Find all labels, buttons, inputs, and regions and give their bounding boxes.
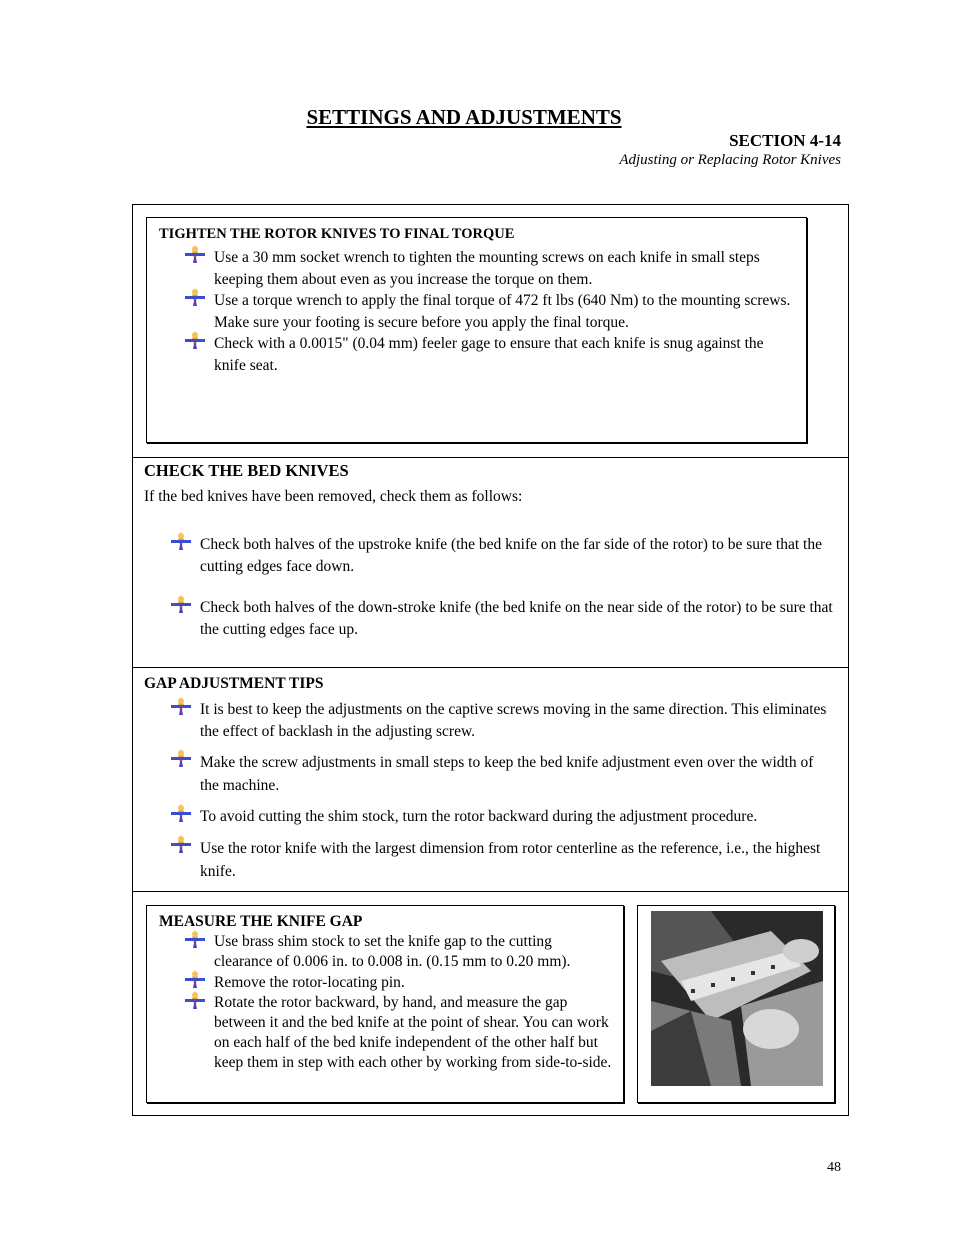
torque-list bbox=[214, 247, 794, 376]
gap-tips-list bbox=[200, 699, 836, 883]
list-item: Use the rotor knife with the largest dimension from rotor centerline as the reference, i.e., the highest knife. bbox=[200, 837, 836, 883]
pushpin-icon bbox=[168, 593, 194, 615]
gap-tips-title: GAP ADJUSTMENT TIPS bbox=[144, 675, 324, 692]
pushpin-icon bbox=[182, 243, 208, 265]
list-item: Make the screw adjustments in small steps to keep the bed knife adjustment even over the width of the machine. bbox=[200, 751, 836, 797]
list-item: It is best to keep the adjustments on the captive screws moving in the same direction. This eliminates the effect of backlash in the adjusting screw. bbox=[200, 699, 836, 742]
section-subtitle: Adjusting or Replacing Rotor Knives bbox=[619, 152, 841, 168]
divider bbox=[133, 457, 848, 458]
pushpin-icon bbox=[182, 928, 208, 950]
list-item: Use a torque wrench to apply the final torque of 472 ft lbs (640 Nm) to the mounting screws. Make sure your footing is secure before you apply the final torque. bbox=[214, 290, 794, 333]
pushpin-icon bbox=[182, 989, 208, 1011]
torque-box bbox=[146, 217, 807, 443]
list-item: Remove the rotor-locating pin. bbox=[214, 972, 614, 993]
section-number: SECTION 4-14 bbox=[729, 131, 841, 150]
pushpin-icon bbox=[168, 695, 194, 717]
pushpin-icon bbox=[168, 802, 194, 824]
pushpin-icon bbox=[168, 747, 194, 769]
pushpin-icon bbox=[182, 329, 208, 351]
divider bbox=[133, 891, 848, 892]
bed-knives-title: CHECK THE BED KNIVES bbox=[144, 461, 349, 480]
bed-knives-list bbox=[200, 534, 836, 640]
knife-gap-title: MEASURE THE KNIFE GAP bbox=[159, 913, 363, 930]
list-item: Use a 30 mm socket wrench to tighten the mounting screws on each knife in small steps keeping them about even as you increase the torque on them. bbox=[214, 247, 794, 290]
torque-title: TIGHTEN THE ROTOR KNIVES TO FINAL TORQUE bbox=[159, 226, 515, 242]
rotor-knife-photo bbox=[651, 911, 823, 1086]
list-item: Use brass shim stock to set the knife gap to the cutting clearance of 0.006 in. to 0.008 in. (0.15 mm to 0.20 mm). bbox=[214, 932, 614, 972]
list-item: Check with a 0.0015" (0.04 mm) feeler gage to ensure that each knife is snug against the knife seat. bbox=[214, 333, 794, 376]
list-item: Rotate the rotor backward, by hand, and measure the gap between it and the bed knife at the point of shear. You can work on each half of the bed knife independent of the other half but keep them in step with each other by working from side-to-side. bbox=[214, 993, 614, 1073]
list-item: To avoid cutting the shim stock, turn the rotor backward during the adjustment procedure. bbox=[200, 806, 836, 828]
page-number: 48 bbox=[827, 1160, 841, 1175]
divider bbox=[133, 667, 848, 668]
knife-gap-list bbox=[214, 932, 614, 1073]
pushpin-icon bbox=[182, 968, 208, 990]
list-item: Check both halves of the upstroke knife (the bed knife on the far side of the rotor) to be sure that the cutting edges face down. bbox=[200, 534, 836, 577]
bed-knives-intro: If the bed knives have been removed, check them as follows: bbox=[144, 488, 523, 505]
knife-gap-box bbox=[146, 905, 624, 1103]
page-title: SETTINGS AND ADJUSTMENTS bbox=[306, 105, 622, 129]
list-item: Check both halves of the down-stroke knife (the bed knife on the near side of the rotor) to be sure that the cutting edges face up. bbox=[200, 597, 836, 640]
pushpin-icon bbox=[168, 833, 194, 855]
pushpin-icon bbox=[182, 286, 208, 308]
pushpin-icon bbox=[168, 530, 194, 552]
